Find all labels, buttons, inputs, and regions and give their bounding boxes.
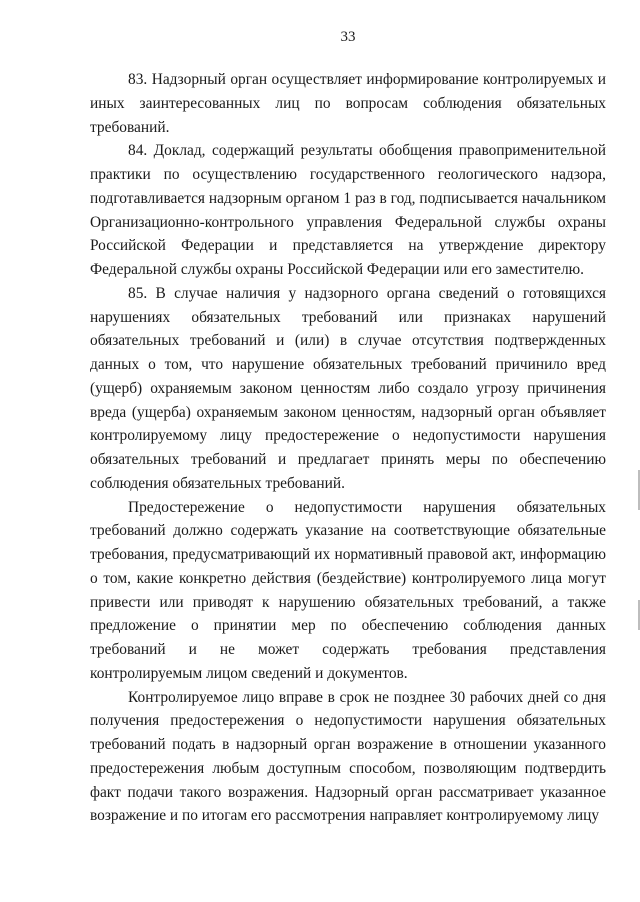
document-body [90, 68, 606, 828]
page-number: 33 [340, 29, 356, 45]
paragraph-objection: Контролируемое лицо вправе в срок не позднее 30 рабочих дней со дня получения предостережения о недопустимости нарушения обязательных требований подать в надзорный орган возражение в отношении указанного предостережения любым доступным способом, позволяющим подтвердить факт подачи такого возражения. Надзорный орган рассматривает указанное возражение и по итогам его рассмотрения направляет контролируемому лицу [90, 688, 606, 825]
paragraph-85: 85. В случае наличия у надзорного органа сведений о готовящихся нарушениях обязательных требований или признаках нарушений обязательных требований и (или) в случае отсутствия подтвержденных данных о том, что нарушение обязательных требований причинило вред (ущерб) охраняемым законом ценностям либо создало угрозу причинения вреда (ущерба) охраняемым законом ценностям, надзорный орган объявляет контролируемому лицу предостережение о недопустимости нарушения обязательных требований и предлагает принять меры по обеспечению соблюдения обязательных требований. [90, 284, 606, 492]
paragraph-warning-content: Предостережение о недопустимости нарушения обязательных требований должно содержать указание на соответствующие обязательные требования, предусматривающий их нормативный правовой акт, информацию о том, какие конкретно действия (бездействие) контролируемого лица могут привести или приводят к нарушению обязательных требований, а также предложение о принятии мер по обеспечению соблюдения данных требований и не может содержать требования представления контролируемым лицом сведений и документов. [90, 498, 606, 682]
paragraph-84: 84. Доклад, содержащий результаты обобщения правоприменительной практики по осуществлению государственного геологического надзора, подготавливается надзорным органом 1 раз в год, подписывается начальником Организационно-контрольного управления Федеральной службы охраны Российской Федерации и представляется на утверждение директору Федеральной службы охраны Российской Федерации или его заместителю. [90, 142, 606, 278]
paragraph-83: 83. Надзорный орган осуществляет информирование контролируемых и иных заинтересованных лиц по вопросам соблюдения обязательных требований. [90, 71, 606, 136]
